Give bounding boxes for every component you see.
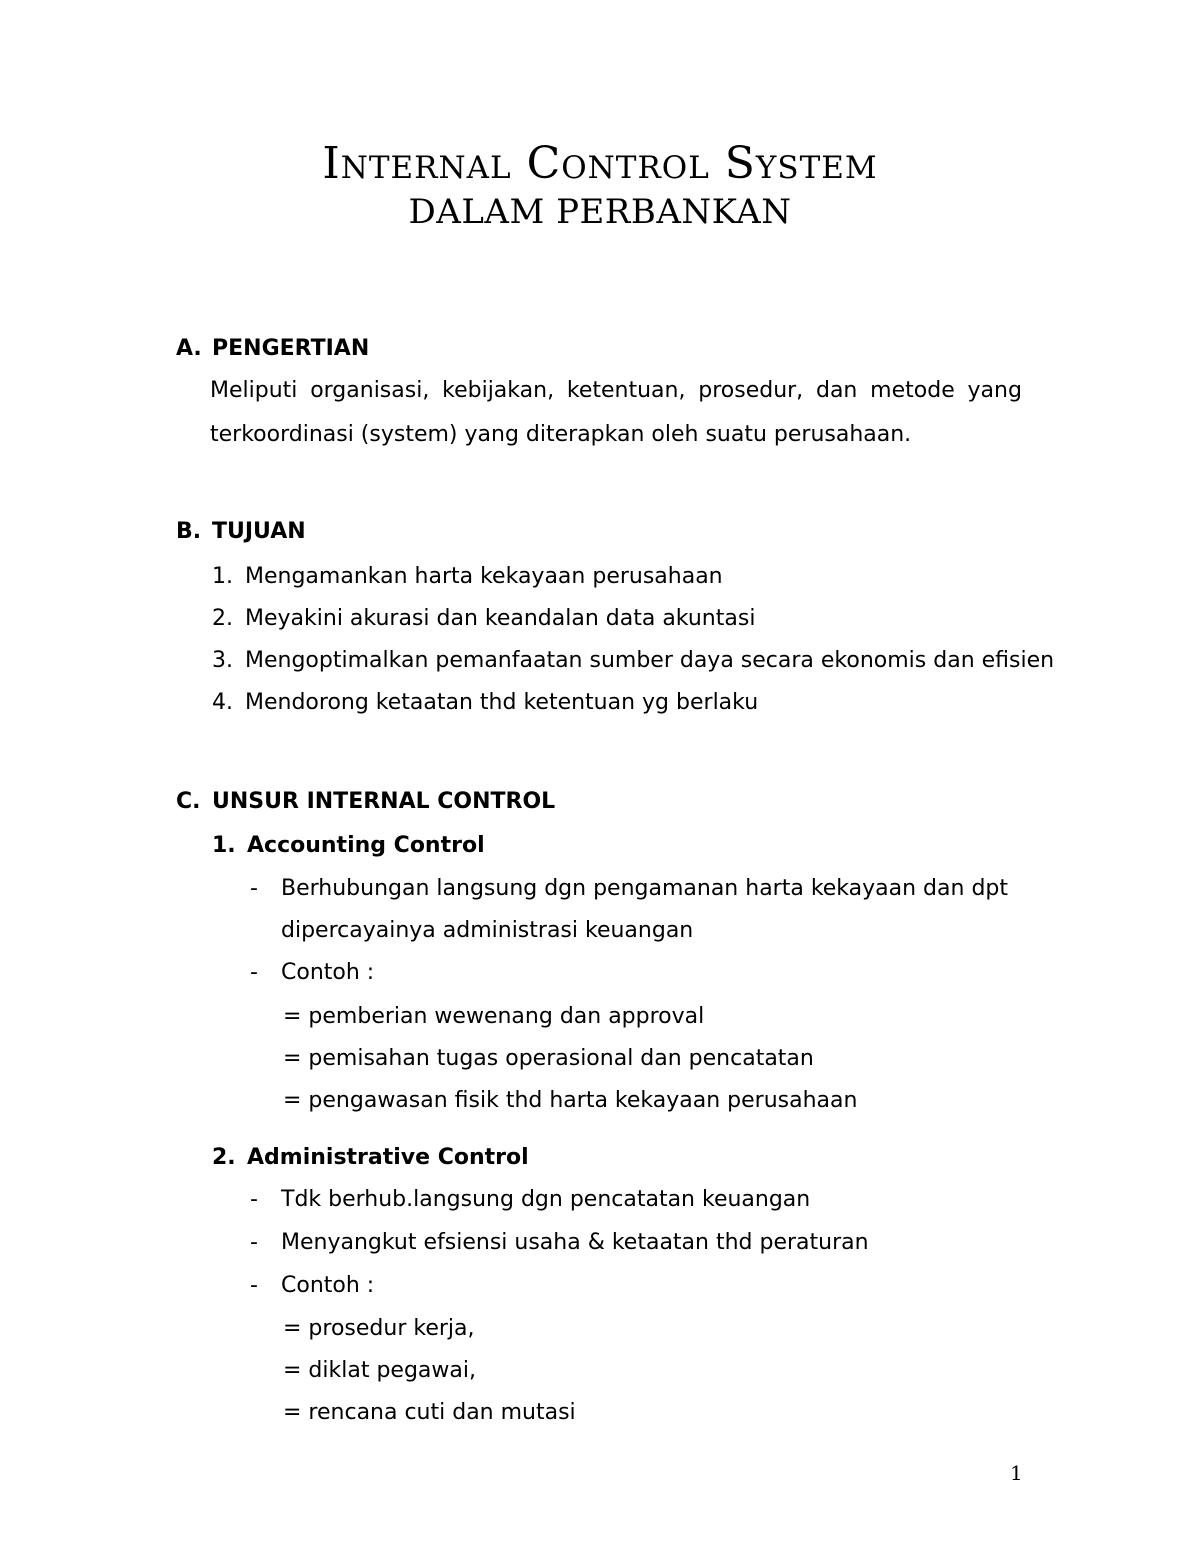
word: metode <box>870 378 955 403</box>
example-item: = pemberian wewenang dan approval <box>283 1004 705 1029</box>
bullet-dash: - <box>250 960 258 985</box>
section-a-heading: PENGERTIAN <box>212 336 370 361</box>
section-b-letter: B. <box>176 519 202 544</box>
section-b-heading: TUJUAN <box>212 519 306 544</box>
section-a-line2: terkoordinasi (system) yang diterapkan oleh suatu perusahaan. <box>210 422 912 447</box>
list-item-number: 4. <box>212 690 233 715</box>
bullet-text: Contoh : <box>281 1273 375 1298</box>
bullet-dash: - <box>250 876 258 901</box>
page-number: 1 <box>1010 1461 1023 1485</box>
word: yang <box>967 378 1022 403</box>
bullet-dash: - <box>250 1230 258 1255</box>
word: prosedur, <box>698 378 804 403</box>
example-item: = pengawasan fisik thd harta kekayaan perusahaan <box>283 1088 858 1113</box>
subsection-2-number: 2. <box>212 1145 236 1170</box>
word: organisasi, <box>310 378 430 403</box>
word: kebijakan, <box>442 378 555 403</box>
subsection-2-heading: Administrative Control <box>247 1145 529 1170</box>
section-a-line1 <box>210 376 1022 406</box>
list-item: Mengamankan harta kekayaan perusahaan <box>245 564 723 589</box>
section-c-heading: UNSUR INTERNAL CONTROL <box>212 789 556 814</box>
example-item: = rencana cuti dan mutasi <box>283 1400 576 1425</box>
example-item: = prosedur kerja, <box>283 1316 475 1341</box>
bullet-text: Berhubungan langsung dgn pengamanan harta kekayaan dan dpt <box>281 876 1008 901</box>
section-c-letter: C. <box>176 789 201 814</box>
document-title: Internal Control System <box>322 138 878 189</box>
list-item-number: 2. <box>212 606 233 631</box>
list-item: Mendorong ketaatan thd ketentuan yg berlaku <box>245 690 759 715</box>
list-item-number: 1. <box>212 564 233 589</box>
list-item: Mengoptimalkan pemanfaatan sumber daya secara ekonomis dan efisien <box>245 648 1055 673</box>
subsection-1-heading: Accounting Control <box>247 833 485 858</box>
bullet-dash: - <box>250 1187 258 1212</box>
bullet-text-continued: dipercayainya administrasi keuangan <box>281 918 694 943</box>
bullet-dash: - <box>250 1273 258 1298</box>
word: ketentuan, <box>566 378 686 403</box>
list-item: Meyakini akurasi dan keandalan data akuntasi <box>245 606 756 631</box>
bullet-text: Tdk berhub.langsung dgn pencatatan keuangan <box>281 1187 811 1212</box>
list-item-number: 3. <box>212 648 233 673</box>
bullet-text: Menyangkut efsiensi usaha & ketaatan thd peraturan <box>281 1230 869 1255</box>
subsection-1-number: 1. <box>212 833 236 858</box>
document-subtitle: DALAM PERBANKAN <box>408 192 792 232</box>
word: Meliputi <box>210 378 298 403</box>
section-a-letter: A. <box>176 336 202 361</box>
word: dan <box>815 378 858 403</box>
example-item: = diklat pegawai, <box>283 1358 476 1383</box>
bullet-text: Contoh : <box>281 960 375 985</box>
example-item: = pemisahan tugas operasional dan pencatatan <box>283 1046 814 1071</box>
